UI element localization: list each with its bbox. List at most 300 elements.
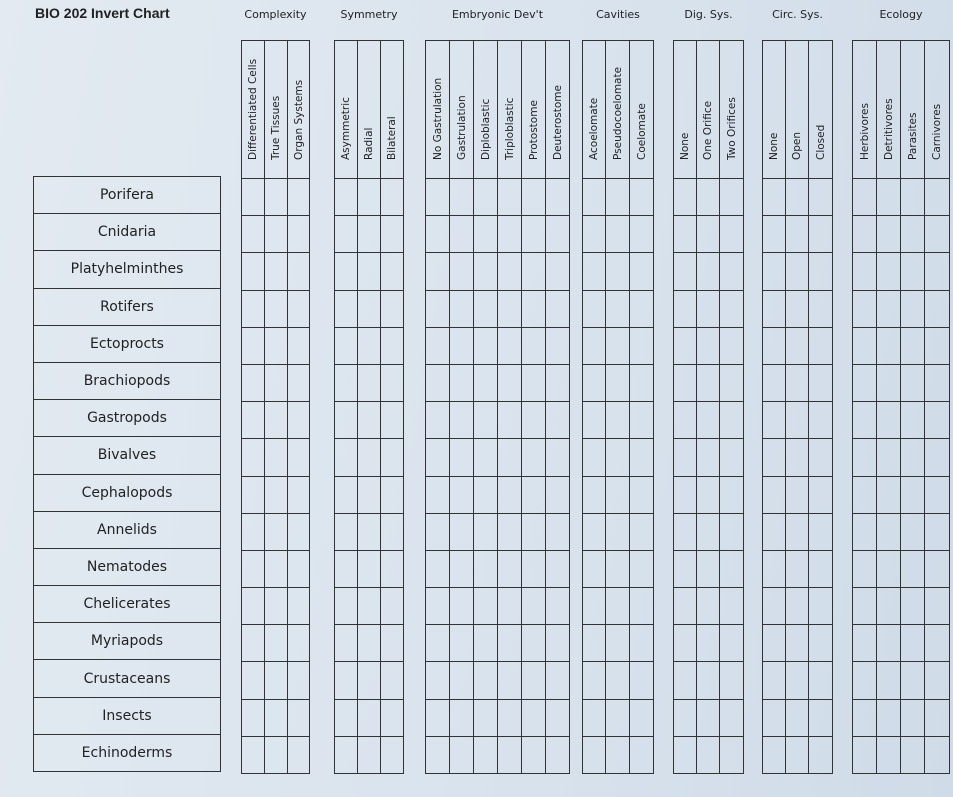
check-cell[interactable] <box>901 402 924 439</box>
check-cell[interactable] <box>288 625 309 662</box>
check-cell[interactable] <box>265 737 287 773</box>
check-cell[interactable] <box>498 439 521 476</box>
check-cell[interactable] <box>498 737 521 773</box>
check-cell[interactable] <box>583 514 605 551</box>
check-cell[interactable] <box>474 662 497 699</box>
check-cell[interactable] <box>809 365 832 402</box>
check-cell[interactable] <box>498 700 521 737</box>
check-cell[interactable] <box>853 291 876 328</box>
check-cell[interactable] <box>786 514 808 551</box>
check-cell[interactable] <box>381 291 403 328</box>
check-cell[interactable] <box>265 662 287 699</box>
check-cell[interactable] <box>853 216 876 253</box>
check-cell[interactable] <box>877 625 900 662</box>
check-cell[interactable] <box>674 700 696 737</box>
check-cell[interactable] <box>674 662 696 699</box>
check-cell[interactable] <box>265 588 287 625</box>
check-cell[interactable] <box>381 514 403 551</box>
check-cell[interactable] <box>426 291 449 328</box>
check-cell[interactable] <box>288 291 309 328</box>
check-cell[interactable] <box>426 700 449 737</box>
check-cell[interactable] <box>450 588 473 625</box>
check-cell[interactable] <box>335 700 357 737</box>
check-cell[interactable] <box>606 253 629 290</box>
check-cell[interactable] <box>242 662 264 699</box>
check-cell[interactable] <box>265 402 287 439</box>
check-cell[interactable] <box>474 625 497 662</box>
check-cell[interactable] <box>450 253 473 290</box>
check-cell[interactable] <box>630 365 653 402</box>
check-cell[interactable] <box>381 551 403 588</box>
check-cell[interactable] <box>583 328 605 365</box>
check-cell[interactable] <box>674 291 696 328</box>
check-cell[interactable] <box>358 402 380 439</box>
check-cell[interactable] <box>853 662 876 699</box>
check-cell[interactable] <box>674 179 696 216</box>
check-cell[interactable] <box>522 700 545 737</box>
check-cell[interactable] <box>786 179 808 216</box>
check-cell[interactable] <box>381 253 403 290</box>
check-cell[interactable] <box>426 179 449 216</box>
check-cell[interactable] <box>381 402 403 439</box>
check-cell[interactable] <box>583 737 605 773</box>
check-cell[interactable] <box>335 291 357 328</box>
check-cell[interactable] <box>242 551 264 588</box>
check-cell[interactable] <box>630 328 653 365</box>
check-cell[interactable] <box>450 737 473 773</box>
check-cell[interactable] <box>335 477 357 514</box>
check-cell[interactable] <box>720 179 743 216</box>
check-cell[interactable] <box>697 700 719 737</box>
check-cell[interactable] <box>381 216 403 253</box>
check-cell[interactable] <box>786 253 808 290</box>
check-cell[interactable] <box>426 662 449 699</box>
check-cell[interactable] <box>358 477 380 514</box>
check-cell[interactable] <box>381 625 403 662</box>
check-cell[interactable] <box>288 328 309 365</box>
check-cell[interactable] <box>786 402 808 439</box>
check-cell[interactable] <box>498 477 521 514</box>
check-cell[interactable] <box>358 700 380 737</box>
check-cell[interactable] <box>720 662 743 699</box>
check-cell[interactable] <box>630 216 653 253</box>
check-cell[interactable] <box>697 737 719 773</box>
check-cell[interactable] <box>358 328 380 365</box>
check-cell[interactable] <box>288 662 309 699</box>
check-cell[interactable] <box>242 291 264 328</box>
check-cell[interactable] <box>522 328 545 365</box>
check-cell[interactable] <box>546 514 569 551</box>
check-cell[interactable] <box>877 179 900 216</box>
check-cell[interactable] <box>606 551 629 588</box>
check-cell[interactable] <box>381 328 403 365</box>
check-cell[interactable] <box>697 662 719 699</box>
check-cell[interactable] <box>901 253 924 290</box>
check-cell[interactable] <box>265 365 287 402</box>
check-cell[interactable] <box>288 514 309 551</box>
check-cell[interactable] <box>877 662 900 699</box>
check-cell[interactable] <box>606 662 629 699</box>
check-cell[interactable] <box>901 439 924 476</box>
check-cell[interactable] <box>474 365 497 402</box>
check-cell[interactable] <box>358 253 380 290</box>
check-cell[interactable] <box>474 514 497 551</box>
check-cell[interactable] <box>720 514 743 551</box>
check-cell[interactable] <box>474 551 497 588</box>
check-cell[interactable] <box>720 551 743 588</box>
check-cell[interactable] <box>877 365 900 402</box>
check-cell[interactable] <box>522 179 545 216</box>
check-cell[interactable] <box>853 514 876 551</box>
check-cell[interactable] <box>853 439 876 476</box>
check-cell[interactable] <box>809 477 832 514</box>
check-cell[interactable] <box>288 253 309 290</box>
check-cell[interactable] <box>426 477 449 514</box>
check-cell[interactable] <box>763 328 785 365</box>
check-cell[interactable] <box>546 588 569 625</box>
check-cell[interactable] <box>242 365 264 402</box>
check-cell[interactable] <box>853 588 876 625</box>
check-cell[interactable] <box>674 514 696 551</box>
check-cell[interactable] <box>288 365 309 402</box>
check-cell[interactable] <box>925 477 949 514</box>
check-cell[interactable] <box>265 253 287 290</box>
check-cell[interactable] <box>265 216 287 253</box>
check-cell[interactable] <box>498 328 521 365</box>
check-cell[interactable] <box>546 551 569 588</box>
check-cell[interactable] <box>763 179 785 216</box>
check-cell[interactable] <box>763 253 785 290</box>
check-cell[interactable] <box>498 365 521 402</box>
check-cell[interactable] <box>288 477 309 514</box>
check-cell[interactable] <box>853 365 876 402</box>
check-cell[interactable] <box>901 551 924 588</box>
check-cell[interactable] <box>697 179 719 216</box>
check-cell[interactable] <box>763 402 785 439</box>
check-cell[interactable] <box>763 588 785 625</box>
check-cell[interactable] <box>335 551 357 588</box>
check-cell[interactable] <box>606 365 629 402</box>
check-cell[interactable] <box>583 402 605 439</box>
check-cell[interactable] <box>697 439 719 476</box>
check-cell[interactable] <box>877 291 900 328</box>
check-cell[interactable] <box>583 700 605 737</box>
check-cell[interactable] <box>809 253 832 290</box>
check-cell[interactable] <box>335 216 357 253</box>
check-cell[interactable] <box>381 588 403 625</box>
check-cell[interactable] <box>925 625 949 662</box>
check-cell[interactable] <box>720 253 743 290</box>
check-cell[interactable] <box>498 625 521 662</box>
check-cell[interactable] <box>583 551 605 588</box>
check-cell[interactable] <box>630 662 653 699</box>
check-cell[interactable] <box>583 662 605 699</box>
check-cell[interactable] <box>426 216 449 253</box>
check-cell[interactable] <box>498 402 521 439</box>
check-cell[interactable] <box>358 291 380 328</box>
check-cell[interactable] <box>546 291 569 328</box>
check-cell[interactable] <box>606 700 629 737</box>
check-cell[interactable] <box>697 551 719 588</box>
check-cell[interactable] <box>265 439 287 476</box>
check-cell[interactable] <box>498 291 521 328</box>
check-cell[interactable] <box>877 737 900 773</box>
check-cell[interactable] <box>606 216 629 253</box>
check-cell[interactable] <box>925 514 949 551</box>
check-cell[interactable] <box>809 179 832 216</box>
check-cell[interactable] <box>450 700 473 737</box>
check-cell[interactable] <box>786 662 808 699</box>
check-cell[interactable] <box>925 365 949 402</box>
check-cell[interactable] <box>763 551 785 588</box>
check-cell[interactable] <box>853 700 876 737</box>
check-cell[interactable] <box>630 253 653 290</box>
check-cell[interactable] <box>335 625 357 662</box>
check-cell[interactable] <box>674 625 696 662</box>
check-cell[interactable] <box>786 551 808 588</box>
check-cell[interactable] <box>720 439 743 476</box>
check-cell[interactable] <box>265 477 287 514</box>
check-cell[interactable] <box>546 365 569 402</box>
check-cell[interactable] <box>853 477 876 514</box>
check-cell[interactable] <box>288 737 309 773</box>
check-cell[interactable] <box>674 439 696 476</box>
check-cell[interactable] <box>720 365 743 402</box>
check-cell[interactable] <box>546 253 569 290</box>
check-cell[interactable] <box>901 700 924 737</box>
check-cell[interactable] <box>474 179 497 216</box>
check-cell[interactable] <box>720 625 743 662</box>
check-cell[interactable] <box>583 439 605 476</box>
check-cell[interactable] <box>630 477 653 514</box>
check-cell[interactable] <box>925 662 949 699</box>
check-cell[interactable] <box>697 365 719 402</box>
check-cell[interactable] <box>697 588 719 625</box>
check-cell[interactable] <box>697 402 719 439</box>
check-cell[interactable] <box>546 328 569 365</box>
check-cell[interactable] <box>335 588 357 625</box>
check-cell[interactable] <box>474 700 497 737</box>
check-cell[interactable] <box>474 253 497 290</box>
check-cell[interactable] <box>242 625 264 662</box>
check-cell[interactable] <box>901 291 924 328</box>
check-cell[interactable] <box>450 365 473 402</box>
check-cell[interactable] <box>522 514 545 551</box>
check-cell[interactable] <box>809 402 832 439</box>
check-cell[interactable] <box>901 328 924 365</box>
check-cell[interactable] <box>288 700 309 737</box>
check-cell[interactable] <box>335 179 357 216</box>
check-cell[interactable] <box>426 514 449 551</box>
check-cell[interactable] <box>288 216 309 253</box>
check-cell[interactable] <box>925 588 949 625</box>
check-cell[interactable] <box>877 439 900 476</box>
check-cell[interactable] <box>763 737 785 773</box>
check-cell[interactable] <box>925 328 949 365</box>
check-cell[interactable] <box>474 328 497 365</box>
check-cell[interactable] <box>381 662 403 699</box>
check-cell[interactable] <box>697 514 719 551</box>
check-cell[interactable] <box>786 291 808 328</box>
check-cell[interactable] <box>288 439 309 476</box>
check-cell[interactable] <box>925 291 949 328</box>
check-cell[interactable] <box>853 402 876 439</box>
check-cell[interactable] <box>522 551 545 588</box>
check-cell[interactable] <box>426 365 449 402</box>
check-cell[interactable] <box>786 477 808 514</box>
check-cell[interactable] <box>901 477 924 514</box>
check-cell[interactable] <box>786 365 808 402</box>
check-cell[interactable] <box>522 253 545 290</box>
check-cell[interactable] <box>925 216 949 253</box>
check-cell[interactable] <box>381 477 403 514</box>
check-cell[interactable] <box>809 551 832 588</box>
check-cell[interactable] <box>877 551 900 588</box>
check-cell[interactable] <box>546 216 569 253</box>
check-cell[interactable] <box>498 179 521 216</box>
check-cell[interactable] <box>630 588 653 625</box>
check-cell[interactable] <box>630 179 653 216</box>
check-cell[interactable] <box>522 625 545 662</box>
check-cell[interactable] <box>265 291 287 328</box>
check-cell[interactable] <box>674 253 696 290</box>
check-cell[interactable] <box>925 551 949 588</box>
check-cell[interactable] <box>242 700 264 737</box>
check-cell[interactable] <box>809 737 832 773</box>
check-cell[interactable] <box>265 514 287 551</box>
check-cell[interactable] <box>786 625 808 662</box>
check-cell[interactable] <box>335 514 357 551</box>
check-cell[interactable] <box>498 216 521 253</box>
check-cell[interactable] <box>630 439 653 476</box>
check-cell[interactable] <box>697 625 719 662</box>
check-cell[interactable] <box>809 216 832 253</box>
check-cell[interactable] <box>522 402 545 439</box>
check-cell[interactable] <box>630 402 653 439</box>
check-cell[interactable] <box>901 365 924 402</box>
check-cell[interactable] <box>630 551 653 588</box>
check-cell[interactable] <box>522 365 545 402</box>
check-cell[interactable] <box>498 588 521 625</box>
check-cell[interactable] <box>546 179 569 216</box>
check-cell[interactable] <box>474 439 497 476</box>
check-cell[interactable] <box>335 662 357 699</box>
check-cell[interactable] <box>242 588 264 625</box>
check-cell[interactable] <box>358 662 380 699</box>
check-cell[interactable] <box>242 328 264 365</box>
check-cell[interactable] <box>358 551 380 588</box>
check-cell[interactable] <box>606 514 629 551</box>
check-cell[interactable] <box>720 477 743 514</box>
check-cell[interactable] <box>426 551 449 588</box>
check-cell[interactable] <box>265 700 287 737</box>
check-cell[interactable] <box>853 328 876 365</box>
check-cell[interactable] <box>242 253 264 290</box>
check-cell[interactable] <box>630 700 653 737</box>
check-cell[interactable] <box>265 625 287 662</box>
check-cell[interactable] <box>242 179 264 216</box>
check-cell[interactable] <box>583 588 605 625</box>
check-cell[interactable] <box>853 551 876 588</box>
check-cell[interactable] <box>265 179 287 216</box>
check-cell[interactable] <box>242 514 264 551</box>
check-cell[interactable] <box>288 179 309 216</box>
check-cell[interactable] <box>522 737 545 773</box>
check-cell[interactable] <box>925 700 949 737</box>
check-cell[interactable] <box>674 328 696 365</box>
check-cell[interactable] <box>925 253 949 290</box>
check-cell[interactable] <box>522 216 545 253</box>
check-cell[interactable] <box>546 700 569 737</box>
check-cell[interactable] <box>450 477 473 514</box>
check-cell[interactable] <box>474 588 497 625</box>
check-cell[interactable] <box>498 253 521 290</box>
check-cell[interactable] <box>720 737 743 773</box>
check-cell[interactable] <box>606 328 629 365</box>
check-cell[interactable] <box>853 253 876 290</box>
check-cell[interactable] <box>809 439 832 476</box>
check-cell[interactable] <box>358 625 380 662</box>
check-cell[interactable] <box>925 737 949 773</box>
check-cell[interactable] <box>630 625 653 662</box>
check-cell[interactable] <box>474 402 497 439</box>
check-cell[interactable] <box>786 700 808 737</box>
check-cell[interactable] <box>606 179 629 216</box>
check-cell[interactable] <box>288 402 309 439</box>
check-cell[interactable] <box>450 328 473 365</box>
check-cell[interactable] <box>606 402 629 439</box>
check-cell[interactable] <box>877 514 900 551</box>
check-cell[interactable] <box>606 625 629 662</box>
check-cell[interactable] <box>901 588 924 625</box>
check-cell[interactable] <box>763 700 785 737</box>
check-cell[interactable] <box>426 439 449 476</box>
check-cell[interactable] <box>697 328 719 365</box>
check-cell[interactable] <box>546 477 569 514</box>
check-cell[interactable] <box>583 477 605 514</box>
check-cell[interactable] <box>265 328 287 365</box>
check-cell[interactable] <box>426 737 449 773</box>
check-cell[interactable] <box>674 402 696 439</box>
check-cell[interactable] <box>720 328 743 365</box>
check-cell[interactable] <box>381 439 403 476</box>
check-cell[interactable] <box>474 216 497 253</box>
check-cell[interactable] <box>583 365 605 402</box>
check-cell[interactable] <box>809 700 832 737</box>
check-cell[interactable] <box>763 662 785 699</box>
check-cell[interactable] <box>450 625 473 662</box>
check-cell[interactable] <box>763 216 785 253</box>
check-cell[interactable] <box>242 439 264 476</box>
check-cell[interactable] <box>498 514 521 551</box>
check-cell[interactable] <box>809 291 832 328</box>
check-cell[interactable] <box>288 551 309 588</box>
check-cell[interactable] <box>763 365 785 402</box>
check-cell[interactable] <box>498 662 521 699</box>
check-cell[interactable] <box>335 402 357 439</box>
check-cell[interactable] <box>242 737 264 773</box>
check-cell[interactable] <box>901 662 924 699</box>
check-cell[interactable] <box>522 588 545 625</box>
check-cell[interactable] <box>358 737 380 773</box>
check-cell[interactable] <box>358 514 380 551</box>
check-cell[interactable] <box>474 477 497 514</box>
check-cell[interactable] <box>546 439 569 476</box>
check-cell[interactable] <box>697 216 719 253</box>
check-cell[interactable] <box>674 737 696 773</box>
check-cell[interactable] <box>522 291 545 328</box>
check-cell[interactable] <box>720 216 743 253</box>
